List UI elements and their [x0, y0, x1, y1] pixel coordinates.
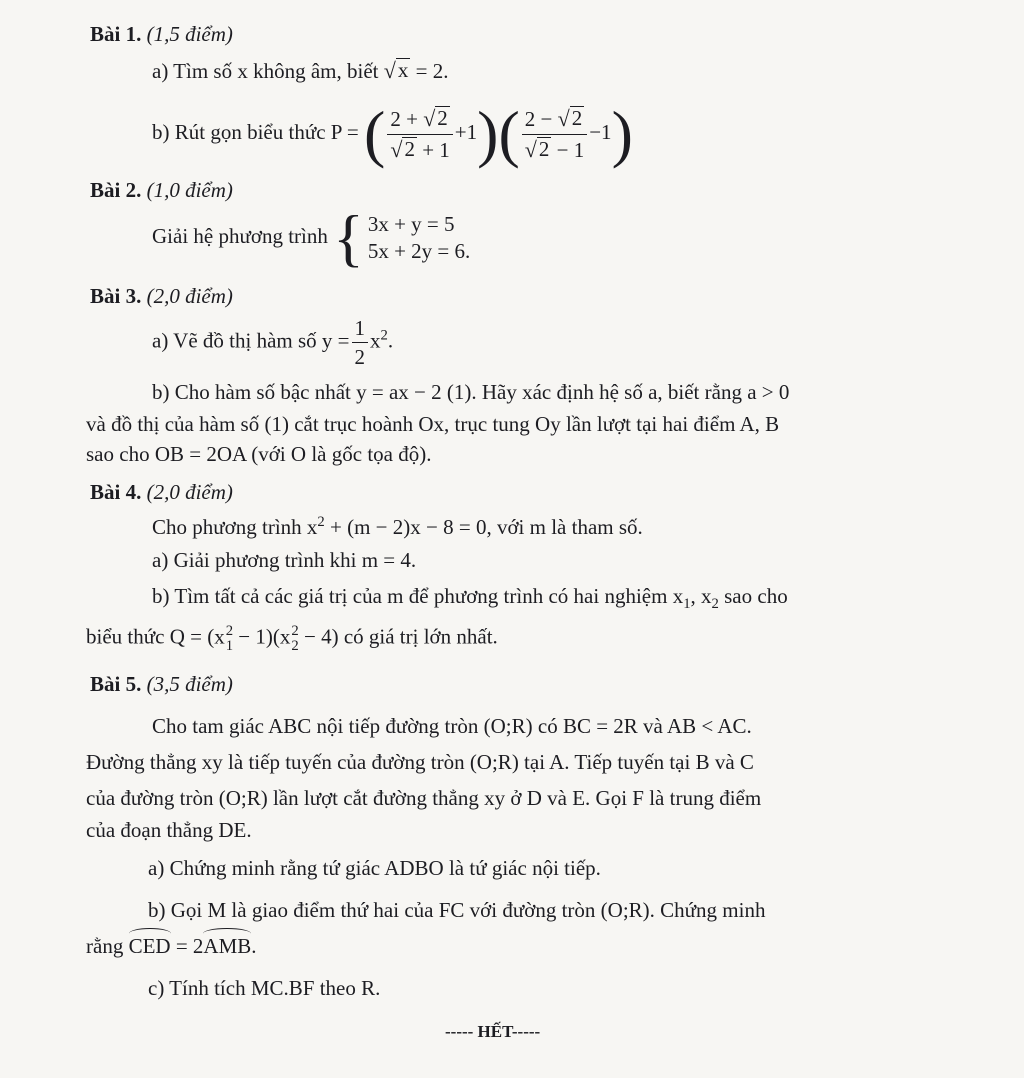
- b4-b-x2: x: [701, 584, 712, 608]
- b4-c-s2: 2: [291, 623, 299, 639]
- b1-heading: [90, 22, 233, 46]
- b2-title: Bài 2.: [90, 178, 142, 202]
- b1-a-eq: = 2.: [415, 59, 449, 83]
- b4-c-s1: 2: [225, 623, 234, 639]
- b4-b-so: sao cho: [724, 584, 788, 608]
- b3-b2: và đồ thị của hàm số (1) cắt trục hoành Ox, trục tung Oy lần lượt tại hai điểm A, B: [86, 412, 780, 436]
- b4-b-i1: 1: [683, 596, 691, 613]
- b4-c-i1: 1: [225, 637, 234, 654]
- b1-d2a: 2: [538, 136, 550, 161]
- b4-intro-pow: 2: [317, 514, 325, 530]
- b2-brace: {: [333, 202, 364, 273]
- b1-a-radicand: x: [397, 58, 409, 82]
- b4-heading: [90, 480, 233, 504]
- b5-l1: Cho tam giác ABC nội tiếp đường tròn (O;R) có BC = 2R và AB < AC.: [152, 714, 752, 738]
- b1-d2b: − 1: [556, 137, 585, 162]
- b3-a-pow: 2: [380, 327, 388, 344]
- b4-c-mid: − 1)(x: [233, 624, 291, 649]
- b1-a: [152, 58, 448, 83]
- b5-b1: b) Gọi M là giao điểm thứ hai của FC với đường tròn (O;R). Chứng minh: [148, 898, 766, 922]
- b4-b-x1: x: [672, 584, 684, 608]
- b2-heading: [90, 178, 233, 202]
- b1-minus1: −1: [589, 119, 612, 144]
- b3-heading: [90, 284, 233, 308]
- b5-b2: [86, 934, 257, 958]
- b4-b-i2: 2: [711, 596, 719, 613]
- b5-b2-end: .: [251, 934, 257, 958]
- b5-l2: Đường thẳng xy là tiếp tuyến của đường tròn (O;R) tại A. Tiếp tuyến tại B và C: [86, 750, 754, 774]
- b4-intro-x: x: [306, 515, 318, 539]
- b5-a: a) Chứng minh rằng tứ giác ADBO là tứ giác nội tiếp.: [148, 856, 601, 880]
- b4-c-ss1: [226, 624, 233, 653]
- b5-arc-amb: AMB: [203, 934, 252, 958]
- b1-n2b: 2: [571, 106, 583, 131]
- b3-a-num: 1: [352, 316, 369, 343]
- b4-b-text: b) Tìm tất cả các giá trị của m để phương trình có hai nghiệm: [152, 584, 668, 608]
- b4-intro-rest: + (m − 2)x − 8 = 0, với m là tham số.: [324, 515, 643, 539]
- b1-b-frac1: 2 + √ 2 √ 2 + 1: [387, 106, 452, 162]
- b5-c: c) Tính tích MC.BF theo R.: [148, 976, 381, 1000]
- end-marker: ----- HẾT-----: [445, 1022, 541, 1041]
- b1-b-frac2: 2 − √ 2 √ 2 − 1: [522, 106, 587, 162]
- b1-b-lparen1: (: [364, 98, 386, 169]
- b4-c-i2: 2: [291, 637, 299, 654]
- b4-c-ss2: [291, 624, 298, 653]
- b2-eq2: 5x + 2y = 6.: [367, 239, 471, 263]
- b3-a-frac: [352, 316, 369, 369]
- b4-points: (2,0 điểm): [146, 480, 233, 504]
- b1-n1a: 2 +: [390, 107, 418, 132]
- b2-eq1: 3x + y = 5: [367, 211, 455, 236]
- b3-title: Bài 3.: [90, 284, 142, 308]
- b3-a-text: a) Vẽ đồ thị hàm số: [152, 328, 317, 353]
- b2-text: Giải hệ phương trình: [152, 223, 328, 248]
- b1-n2a: 2 −: [524, 107, 553, 132]
- b1-a-sqrt: √ x: [383, 58, 409, 83]
- b3-b3: sao cho OB = 2OA (với O là gốc tọa độ).: [86, 442, 432, 466]
- b4-intro: [152, 514, 643, 539]
- b1-n1b: 2: [437, 106, 448, 131]
- b4-intro-text: Cho phương trình: [152, 515, 302, 539]
- b2-system: [152, 202, 471, 273]
- b5-heading: [90, 672, 233, 696]
- b5-arc-ced: CED: [128, 934, 171, 958]
- b4-c: [86, 624, 498, 653]
- b3-points: (2,0 điểm): [146, 284, 233, 308]
- b2-points: (1,0 điểm): [146, 178, 233, 202]
- b1-title: Bài 1.: [90, 22, 142, 46]
- b1-d1a: 2: [404, 136, 415, 161]
- b5-title: Bài 5.: [90, 672, 142, 696]
- b4-title: Bài 4.: [90, 480, 142, 504]
- b3-a-x: x: [370, 328, 381, 353]
- b3-a-den: 2: [354, 345, 366, 370]
- b4-b-comma: ,: [690, 584, 696, 608]
- b4-c-post: − 4) có giá trị lớn nhất.: [298, 624, 498, 649]
- b4-a: a) Giải phương trình khi m = 4.: [152, 548, 417, 572]
- b4-c-pre: biểu thức Q = (x: [86, 624, 225, 649]
- b1-b-text: b) Rút gọn biểu thức: [152, 119, 326, 144]
- b5-l4: của đoạn thẳng DE.: [86, 818, 252, 842]
- b1-d1b: + 1: [422, 137, 450, 162]
- b1-plus1: +1: [454, 119, 478, 144]
- b1-b-rparen2: ): [611, 98, 633, 169]
- b5-l3: của đường tròn (O;R) lần lượt cắt đường thẳng xy ở D và E. Gọi F là trung điểm: [86, 786, 762, 810]
- b1-points: (1,5 điểm): [146, 22, 233, 46]
- b1-b-rparen1: ): [477, 98, 499, 169]
- b3-a-y: y =: [321, 328, 350, 353]
- b3-a-end: .: [387, 328, 394, 353]
- b2-equations: [368, 211, 470, 266]
- b4-b: [152, 584, 788, 613]
- b5-b2-eq: = 2: [170, 934, 204, 958]
- b5-b2-pre: rằng: [86, 934, 124, 958]
- b1-b-lparen2: (: [498, 98, 520, 169]
- b5-points: (3,5 điểm): [146, 672, 233, 696]
- b1-b-p: P =: [330, 119, 359, 144]
- b3-b1: b) Cho hàm số bậc nhất y = ax − 2 (1). Hãy xác định hệ số a, biết rằng a > 0: [152, 380, 790, 404]
- b1-a-text: a) Tìm số x không âm, biết: [152, 59, 379, 83]
- b1-b: [152, 98, 633, 169]
- b3-a: [152, 316, 393, 369]
